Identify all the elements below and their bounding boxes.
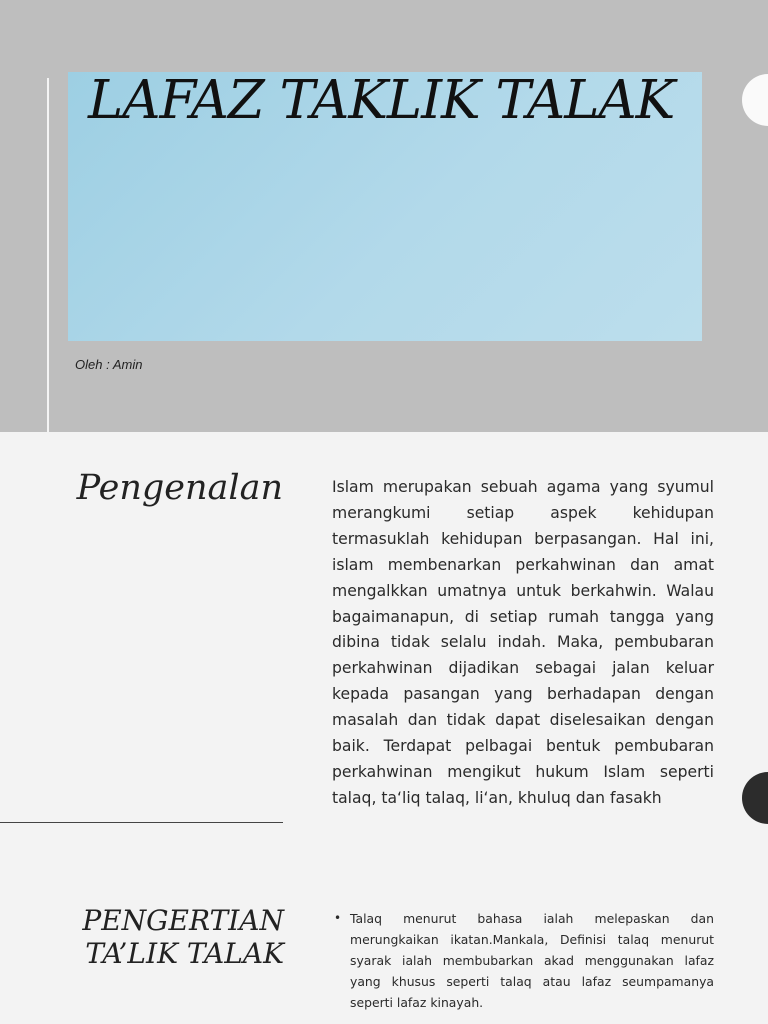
definition-heading-line1: PENGERTIAN bbox=[82, 904, 284, 937]
title-slide bbox=[0, 0, 768, 432]
author-subtitle: Oleh : Amin bbox=[75, 357, 143, 372]
definition-heading-line2: TA’LIK TALAK bbox=[85, 937, 284, 970]
definition-slide bbox=[0, 866, 768, 1024]
bullet-text: Talaq menurut bahasa ialah melepaskan dan merungkaikan ikatan.Mankala, Definisi talaq menurut syarak ialah membubarkan akad menggunakan lafaz yang khusus seperti talaq atau lafaz seumpamanya seperti lafaz kinayah. bbox=[350, 911, 714, 1010]
horizontal-divider bbox=[0, 822, 283, 823]
bullet-dot-icon: • bbox=[334, 911, 342, 925]
vertical-divider bbox=[47, 78, 49, 432]
slide-nav-circle-dark[interactable] bbox=[742, 772, 768, 824]
intro-heading: Pengenalan bbox=[76, 468, 283, 508]
bullet-item bbox=[332, 908, 714, 1013]
slide-nav-circle[interactable] bbox=[742, 74, 768, 126]
slide-title: LAFAZ TAKLIK TALAK bbox=[88, 70, 675, 131]
intro-body-text: Islam merupakan sebuah agama yang syumul merangkumi setiap aspek kehidupan termasuklah kehidupan berpasangan. Hal ini, islam membenarkan perkahwinan dan amat mengalkkan umatnya untuk berkahwin. Walau bagaimanapun, di setiap rumah tangga yang dibina tidak selalu indah. Maka, pembubaran perkahwinan dijadikan sebagai jalan keluar kepada pasangan yang berhadapan dengan masalah dan tidak dapat diselesaikan dengan baik. Terdapat pelbagai bentuk pembubaran perkahwinan mengikut hukum Islam seperti talaq, ta‘liq talaq, li‘an, khuluq dan fasakh bbox=[332, 478, 714, 807]
definition-bullet-list bbox=[332, 908, 714, 1013]
definition-heading bbox=[82, 904, 284, 970]
intro-slide bbox=[0, 432, 768, 866]
